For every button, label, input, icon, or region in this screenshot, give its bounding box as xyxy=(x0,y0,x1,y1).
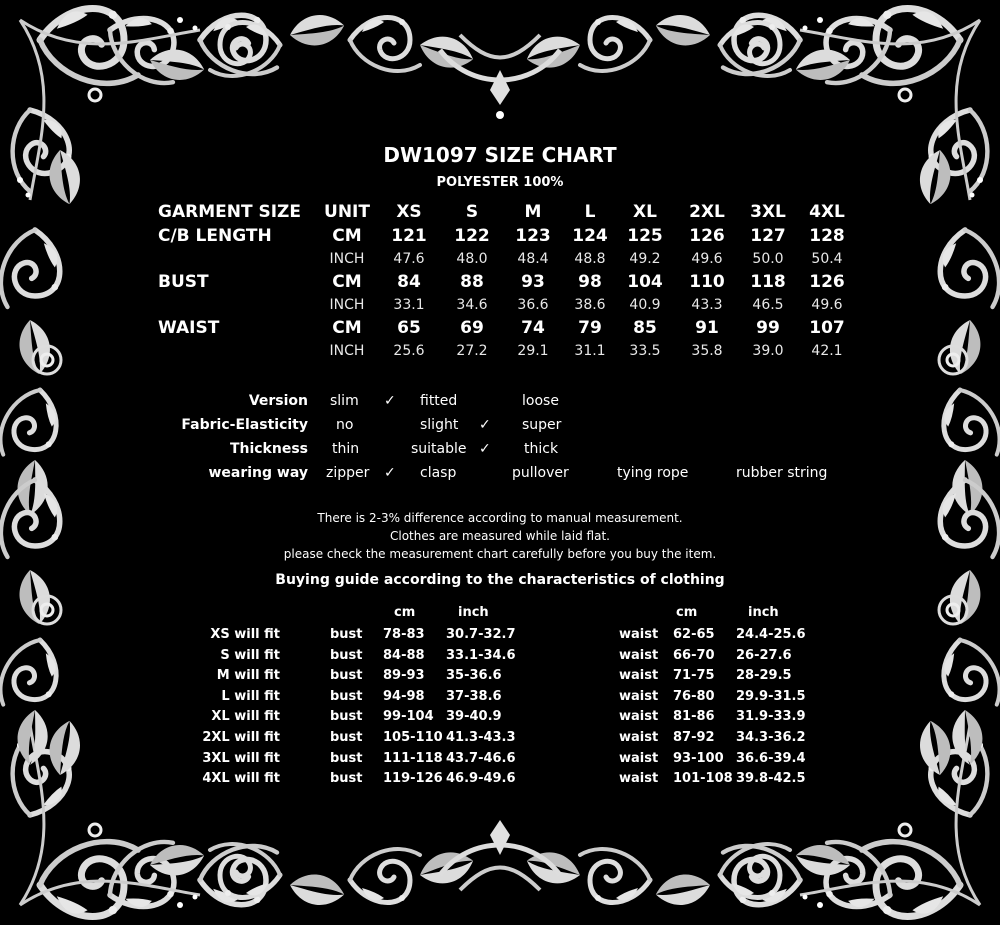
waist-cm-range: 101-108 xyxy=(673,771,733,787)
attribute-option: fitted xyxy=(420,393,458,409)
inch-value: 43.3 xyxy=(691,297,723,313)
bust-cm-range: 84-88 xyxy=(383,647,425,663)
waist-inch-range: 34.3-36.2 xyxy=(736,730,806,745)
inch-value: 36.6 xyxy=(517,297,549,313)
bust-label: bust xyxy=(330,627,363,642)
cm-value: 74 xyxy=(521,318,545,338)
bust-label: bust xyxy=(330,750,363,766)
waist-label: waist xyxy=(619,668,659,684)
bust-label: bust xyxy=(330,771,363,787)
bust-cm-range: 119-126 xyxy=(383,771,443,787)
material-subtitle: POLYESTER 100% xyxy=(436,175,564,190)
waist-inch-range: 36.6-39.4 xyxy=(736,750,806,766)
size-fit-label: XL will fit xyxy=(211,709,280,725)
cm-unit-label: CM xyxy=(332,272,362,292)
attribute-option: slim xyxy=(330,393,359,409)
attribute-option: zipper xyxy=(326,465,370,481)
inch-unit-label: INCH xyxy=(329,297,365,313)
inch-value: 25.6 xyxy=(393,343,425,359)
waist-inch-range: 39.8-42.5 xyxy=(736,771,806,787)
size-header-3xl: 3XL xyxy=(750,202,786,222)
waist-cm-range: 71-75 xyxy=(673,668,715,684)
attribute-option: slight xyxy=(420,417,459,433)
bust-inch-range: 35-36.6 xyxy=(446,668,502,684)
bust-inch-range: 41.3-43.3 xyxy=(446,730,516,745)
bust-cm-range: 89-93 xyxy=(383,668,425,684)
check-icon: ✓ xyxy=(384,465,396,481)
size-fit-label: 4XL will fit xyxy=(202,771,280,787)
bust-inch-range: 37-38.6 xyxy=(446,688,502,704)
inch-unit-label: INCH xyxy=(329,343,365,359)
waist-cm-header: cm xyxy=(676,605,698,620)
inch-value: 48.4 xyxy=(517,251,549,267)
size-header-xl: XL xyxy=(633,202,657,222)
size-header-s: S xyxy=(465,202,479,222)
attribute-option: clasp xyxy=(420,465,457,481)
cm-value: 91 xyxy=(695,318,719,338)
bust-inch-header: inch xyxy=(458,605,489,620)
unit-header: UNIT xyxy=(324,202,370,222)
waist-inch-range: 28-29.5 xyxy=(736,668,792,684)
cm-value: 126 xyxy=(689,226,725,246)
inch-value: 42.1 xyxy=(811,343,843,359)
inch-value: 34.6 xyxy=(456,297,488,313)
bust-label: bust xyxy=(330,647,363,663)
bust-inch-range: 33.1-34.6 xyxy=(446,647,516,663)
inch-value: 38.6 xyxy=(574,297,606,313)
inch-value: 46.5 xyxy=(752,297,784,313)
check-icon: ✓ xyxy=(479,441,491,457)
attribute-option: thick xyxy=(524,441,559,457)
cm-value: 69 xyxy=(460,318,484,338)
page-title: DW1097 SIZE CHART xyxy=(383,143,617,167)
cm-value: 124 xyxy=(572,226,608,246)
cm-value: 122 xyxy=(454,226,490,246)
bust-label: bust xyxy=(330,709,363,725)
attribute-option: thin xyxy=(332,441,360,457)
garment-size-header: GARMENT SIZE xyxy=(158,202,301,222)
waist-inch-range: 29.9-31.5 xyxy=(736,688,806,704)
size-fit-label: M will fit xyxy=(216,668,280,684)
cm-unit-label: CM xyxy=(332,226,362,246)
cm-value: 123 xyxy=(515,226,551,246)
waist-label: waist xyxy=(619,771,659,787)
size-fit-label: L will fit xyxy=(221,688,280,704)
inch-value: 31.1 xyxy=(574,343,606,359)
inch-value: 48.0 xyxy=(456,251,488,267)
inch-value: 49.2 xyxy=(629,251,661,267)
inch-value: 49.6 xyxy=(811,297,843,313)
size-fit-label: 2XL will fit xyxy=(202,730,280,745)
attribute-option: tying rope xyxy=(617,465,689,481)
attribute-option: no xyxy=(336,417,354,433)
cm-value: 125 xyxy=(627,226,663,246)
cm-value: 98 xyxy=(578,272,602,292)
attribute-option: pullover xyxy=(512,465,569,481)
size-fit-label: 3XL will fit xyxy=(202,750,280,766)
inch-value: 40.9 xyxy=(629,297,661,313)
cm-unit-label: CM xyxy=(332,318,362,338)
attribute-option: loose xyxy=(522,393,559,409)
bust-cm-header: cm xyxy=(394,605,416,620)
inch-value: 33.5 xyxy=(629,343,661,359)
note-3: please check the measurement chart carefully before you buy the item. xyxy=(283,547,717,561)
cm-value: 128 xyxy=(809,226,845,246)
cm-value: 110 xyxy=(689,272,725,292)
inch-value: 27.2 xyxy=(456,343,488,359)
waist-cm-range: 93-100 xyxy=(673,750,724,766)
inch-value: 50.0 xyxy=(752,251,784,267)
waist-label: waist xyxy=(619,750,659,766)
note-2: Clothes are measured while laid flat. xyxy=(390,529,610,543)
cm-value: 126 xyxy=(809,272,845,292)
attribute-option: suitable xyxy=(411,441,467,457)
cm-value: 84 xyxy=(397,272,421,292)
attribute-option: super xyxy=(522,417,562,433)
inch-value: 39.0 xyxy=(752,343,784,359)
attribute-label: Thickness xyxy=(229,441,308,457)
bust-label: bust xyxy=(330,730,363,745)
bust-cm-range: 99-104 xyxy=(383,709,434,725)
bust-cm-range: 105-110 xyxy=(383,730,443,745)
inch-value: 29.1 xyxy=(517,343,549,359)
bust-cm-range: 111-118 xyxy=(383,750,443,766)
inch-value: 33.1 xyxy=(393,297,425,313)
cm-value: 85 xyxy=(633,318,657,338)
waist-label: waist xyxy=(619,627,659,642)
attribute-label: Fabric-Elasticity xyxy=(181,417,308,433)
waist-inch-range: 26-27.6 xyxy=(736,647,792,663)
waist-cm-range: 66-70 xyxy=(673,647,715,663)
waist-cm-range: 76-80 xyxy=(673,688,715,704)
measurement-label: WAIST xyxy=(158,318,220,338)
measurement-label: C/B LENGTH xyxy=(158,226,272,246)
cm-value: 118 xyxy=(750,272,786,292)
cm-value: 88 xyxy=(460,272,484,292)
buying-guide-heading: Buying guide according to the characteristics of clothing xyxy=(275,572,725,588)
cm-value: 99 xyxy=(756,318,780,338)
inch-value: 47.6 xyxy=(393,251,425,267)
bust-inch-range: 30.7-32.7 xyxy=(446,627,516,642)
measurement-label: BUST xyxy=(158,272,209,292)
bust-inch-range: 39-40.9 xyxy=(446,709,502,725)
size-fit-label: XS will fit xyxy=(210,627,280,642)
cm-value: 107 xyxy=(809,318,845,338)
size-header-2xl: 2XL xyxy=(689,202,725,222)
waist-label: waist xyxy=(619,688,659,704)
cm-value: 93 xyxy=(521,272,545,292)
bust-cm-range: 78-83 xyxy=(383,627,425,642)
cm-value: 104 xyxy=(627,272,663,292)
size-header-m: M xyxy=(524,202,542,222)
bust-label: bust xyxy=(330,688,363,704)
size-header-xs: XS xyxy=(396,202,422,222)
waist-label: waist xyxy=(619,709,659,725)
inch-value: 49.6 xyxy=(691,251,723,267)
size-header-4xl: 4XL xyxy=(809,202,845,222)
check-icon: ✓ xyxy=(384,393,396,409)
cm-value: 65 xyxy=(397,318,421,338)
waist-inch-header: inch xyxy=(748,605,779,620)
waist-cm-range: 87-92 xyxy=(673,730,715,745)
check-icon: ✓ xyxy=(479,417,491,433)
bust-inch-range: 43.7-46.6 xyxy=(446,750,516,766)
attribute-option: rubber string xyxy=(736,465,828,481)
attribute-label: wearing way xyxy=(208,465,308,481)
waist-label: waist xyxy=(619,647,659,663)
waist-inch-range: 24.4-25.6 xyxy=(736,627,806,642)
inch-value: 50.4 xyxy=(811,251,843,267)
size-header-l: L xyxy=(584,202,596,222)
waist-label: waist xyxy=(619,730,659,745)
inch-value: 48.8 xyxy=(574,251,606,267)
cm-value: 121 xyxy=(391,226,427,246)
note-1: There is 2-3% difference according to manual measurement. xyxy=(317,511,683,525)
waist-cm-range: 62-65 xyxy=(673,627,715,642)
cm-value: 79 xyxy=(578,318,602,338)
inch-unit-label: INCH xyxy=(329,251,365,267)
attribute-label: Version xyxy=(248,393,308,409)
bust-inch-range: 46.9-49.6 xyxy=(446,771,516,787)
cm-value: 127 xyxy=(750,226,786,246)
inch-value: 35.8 xyxy=(691,343,723,359)
bust-cm-range: 94-98 xyxy=(383,688,425,704)
size-fit-label: S will fit xyxy=(220,647,280,663)
waist-inch-range: 31.9-33.9 xyxy=(736,709,806,725)
bust-label: bust xyxy=(330,668,363,684)
waist-cm-range: 81-86 xyxy=(673,709,715,725)
